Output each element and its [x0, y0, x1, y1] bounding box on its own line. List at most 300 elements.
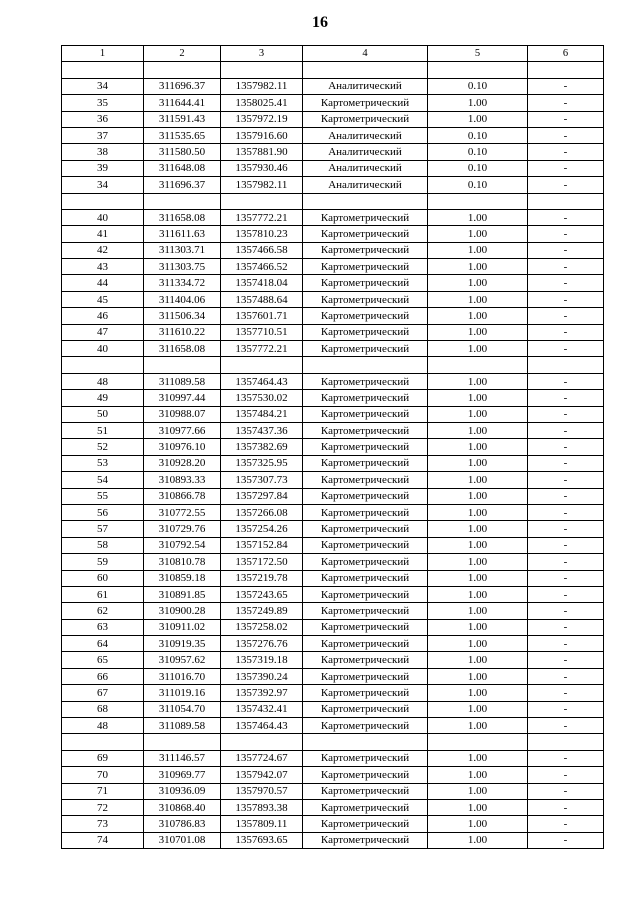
table-cell: [528, 62, 604, 78]
table-cell: 1.00: [428, 406, 528, 422]
table-cell: 310729.76: [144, 521, 221, 537]
table-cell: 310772.55: [144, 504, 221, 520]
table-row: [62, 308, 604, 324]
table-row: [62, 799, 604, 815]
table-row: [62, 160, 604, 176]
table-cell: 74: [62, 832, 144, 848]
table-row: [62, 62, 604, 78]
table-cell: 1.00: [428, 472, 528, 488]
table-cell: 1357693.65: [221, 832, 303, 848]
column-header: 1: [62, 46, 144, 62]
table-row: [62, 734, 604, 750]
table-cell: 1.00: [428, 816, 528, 832]
table-cell: Картометрический: [303, 586, 428, 602]
table-cell: 1.00: [428, 685, 528, 701]
table-cell: 1357724.67: [221, 750, 303, 766]
table-cell: Аналитический: [303, 127, 428, 143]
table-cell: 310893.33: [144, 472, 221, 488]
table-cell: 1357254.26: [221, 521, 303, 537]
table-cell: 1357266.08: [221, 504, 303, 520]
table-cell: -: [528, 619, 604, 635]
table-cell: 72: [62, 799, 144, 815]
table-cell: -: [528, 701, 604, 717]
table-cell: -: [528, 636, 604, 652]
table-cell: Картометрический: [303, 603, 428, 619]
table-cell: 1.00: [428, 259, 528, 275]
table-cell: Картометрический: [303, 521, 428, 537]
table-cell: [428, 193, 528, 209]
table-cell: Картометрический: [303, 652, 428, 668]
table-cell: [303, 193, 428, 209]
table-cell: 1357464.43: [221, 373, 303, 389]
table-row: [62, 783, 604, 799]
table-cell: 1357243.65: [221, 586, 303, 602]
table-row: [62, 259, 604, 275]
table-cell: 0.10: [428, 144, 528, 160]
table-cell: -: [528, 718, 604, 734]
table-cell: 1357972.19: [221, 111, 303, 127]
table-row: [62, 767, 604, 783]
table-cell: Картометрический: [303, 422, 428, 438]
table-cell: 311334.72: [144, 275, 221, 291]
table-cell: 61: [62, 586, 144, 602]
table-row: [62, 373, 604, 389]
table-row: [62, 127, 604, 143]
table-cell: [144, 62, 221, 78]
table-row: [62, 291, 604, 307]
table-cell: 310866.78: [144, 488, 221, 504]
table-cell: 1357772.21: [221, 209, 303, 225]
table-cell: -: [528, 422, 604, 438]
table-row: [62, 636, 604, 652]
table-cell: 1357484.21: [221, 406, 303, 422]
table-row: [62, 554, 604, 570]
table-cell: 1.00: [428, 324, 528, 340]
page-number: 16: [312, 14, 328, 31]
table-cell: 1357809.11: [221, 816, 303, 832]
table-cell: [428, 62, 528, 78]
table-cell: 311658.08: [144, 209, 221, 225]
table-cell: 310786.83: [144, 816, 221, 832]
table-cell: 1.00: [428, 95, 528, 111]
table-row: [62, 275, 604, 291]
table-cell: 1357893.38: [221, 799, 303, 815]
table-cell: 311535.65: [144, 127, 221, 143]
table-cell: 48: [62, 373, 144, 389]
table-cell: Картометрический: [303, 636, 428, 652]
table-cell: 0.10: [428, 160, 528, 176]
column-header: 3: [221, 46, 303, 62]
column-header: 4: [303, 46, 428, 62]
table-cell: 1.00: [428, 718, 528, 734]
table-cell: 1.00: [428, 537, 528, 553]
table-cell: [62, 62, 144, 78]
table-row: [62, 357, 604, 373]
table-cell: 1357249.89: [221, 603, 303, 619]
table-cell: Картометрический: [303, 619, 428, 635]
table-cell: 310988.07: [144, 406, 221, 422]
table-cell: 311696.37: [144, 177, 221, 193]
table-cell: -: [528, 668, 604, 684]
table-row: [62, 324, 604, 340]
table-row: [62, 209, 604, 225]
table-cell: 311648.08: [144, 160, 221, 176]
table-cell: 310977.66: [144, 422, 221, 438]
table-cell: 40: [62, 341, 144, 357]
table-cell: [62, 734, 144, 750]
table-row: [62, 570, 604, 586]
table-cell: 57: [62, 521, 144, 537]
table-cell: -: [528, 324, 604, 340]
table-cell: 1357390.24: [221, 668, 303, 684]
table-cell: Картометрический: [303, 111, 428, 127]
table-cell: 41: [62, 226, 144, 242]
table-cell: 1.00: [428, 373, 528, 389]
table-cell: 1357297.84: [221, 488, 303, 504]
table-cell: [303, 62, 428, 78]
table-cell: Картометрический: [303, 767, 428, 783]
table-cell: Картометрический: [303, 242, 428, 258]
table-cell: [221, 193, 303, 209]
table-cell: 310900.28: [144, 603, 221, 619]
table-cell: Картометрический: [303, 685, 428, 701]
table-cell: 310928.20: [144, 455, 221, 471]
table-cell: [221, 734, 303, 750]
table-cell: Аналитический: [303, 78, 428, 94]
table-cell: Картометрический: [303, 832, 428, 848]
table-cell: Картометрический: [303, 455, 428, 471]
table-cell: 1357437.36: [221, 422, 303, 438]
table-cell: -: [528, 832, 604, 848]
table-cell: 1.00: [428, 439, 528, 455]
table-cell: -: [528, 177, 604, 193]
table-cell: 1357942.07: [221, 767, 303, 783]
table-cell: [428, 357, 528, 373]
table-cell: -: [528, 685, 604, 701]
table-cell: Картометрический: [303, 504, 428, 520]
table-cell: 0.10: [428, 177, 528, 193]
table-cell: [528, 357, 604, 373]
table-cell: 1.00: [428, 652, 528, 668]
table-cell: Картометрический: [303, 488, 428, 504]
table-cell: Картометрический: [303, 668, 428, 684]
table-cell: 1.00: [428, 750, 528, 766]
table-cell: [144, 193, 221, 209]
table-cell: -: [528, 341, 604, 357]
table-cell: -: [528, 259, 604, 275]
table-cell: 1357319.18: [221, 652, 303, 668]
table-cell: -: [528, 160, 604, 176]
table-cell: 65: [62, 652, 144, 668]
table-cell: 42: [62, 242, 144, 258]
table-cell: 310997.44: [144, 390, 221, 406]
table-cell: [144, 734, 221, 750]
table-row: [62, 439, 604, 455]
table-cell: -: [528, 652, 604, 668]
table-cell: 1.00: [428, 554, 528, 570]
table-cell: 1357466.52: [221, 259, 303, 275]
table-cell: 48: [62, 718, 144, 734]
table-cell: 1357382.69: [221, 439, 303, 455]
table-cell: 1.00: [428, 341, 528, 357]
table-cell: 1357982.11: [221, 78, 303, 94]
table-cell: 311303.71: [144, 242, 221, 258]
table-cell: Картометрический: [303, 324, 428, 340]
table-row: [62, 422, 604, 438]
table-cell: 62: [62, 603, 144, 619]
table-cell: 1.00: [428, 586, 528, 602]
table-cell: -: [528, 127, 604, 143]
table-cell: 44: [62, 275, 144, 291]
table-cell: -: [528, 406, 604, 422]
table-cell: 310810.78: [144, 554, 221, 570]
table-cell: 36: [62, 111, 144, 127]
table-cell: 311644.41: [144, 95, 221, 111]
table-row: [62, 488, 604, 504]
table-cell: 1.00: [428, 455, 528, 471]
table-cell: 310891.85: [144, 586, 221, 602]
coordinates-table-body: [62, 46, 604, 849]
table-cell: 64: [62, 636, 144, 652]
table-cell: Картометрический: [303, 750, 428, 766]
table-cell: 37: [62, 127, 144, 143]
table-cell: Картометрический: [303, 439, 428, 455]
table-cell: 59: [62, 554, 144, 570]
table-cell: 311591.43: [144, 111, 221, 127]
table-cell: 311506.34: [144, 308, 221, 324]
table-cell: 1.00: [428, 799, 528, 815]
table-row: [62, 816, 604, 832]
table-cell: Картометрический: [303, 226, 428, 242]
table-cell: 0.10: [428, 127, 528, 143]
table-cell: 69: [62, 750, 144, 766]
table-row: [62, 455, 604, 471]
table-cell: 35: [62, 95, 144, 111]
table-cell: 1.00: [428, 636, 528, 652]
table-cell: [303, 357, 428, 373]
table-cell: -: [528, 537, 604, 553]
table-cell: Картометрический: [303, 259, 428, 275]
table-cell: 51: [62, 422, 144, 438]
coordinates-table: [61, 45, 604, 849]
table-cell: 311610.22: [144, 324, 221, 340]
table-cell: Картометрический: [303, 816, 428, 832]
table-cell: 54: [62, 472, 144, 488]
table-cell: [528, 734, 604, 750]
table-cell: -: [528, 521, 604, 537]
table-cell: -: [528, 275, 604, 291]
table-cell: 58: [62, 537, 144, 553]
table-cell: 311089.58: [144, 373, 221, 389]
table-cell: 311611.63: [144, 226, 221, 242]
table-cell: 311019.16: [144, 685, 221, 701]
table-cell: Аналитический: [303, 177, 428, 193]
table-cell: -: [528, 783, 604, 799]
table-cell: 52: [62, 439, 144, 455]
table-cell: -: [528, 586, 604, 602]
table-cell: 1357710.51: [221, 324, 303, 340]
table-row: [62, 78, 604, 94]
table-cell: 1357219.78: [221, 570, 303, 586]
table-row: [62, 95, 604, 111]
table-row: [62, 701, 604, 717]
table-cell: 38: [62, 144, 144, 160]
table-row: [62, 685, 604, 701]
table-cell: 1.00: [428, 308, 528, 324]
table-cell: 71: [62, 783, 144, 799]
table-cell: 1357930.46: [221, 160, 303, 176]
table-cell: -: [528, 373, 604, 389]
table-row: [62, 390, 604, 406]
table-cell: 55: [62, 488, 144, 504]
table-cell: 310976.10: [144, 439, 221, 455]
table-cell: 68: [62, 701, 144, 717]
table-cell: 1357970.57: [221, 783, 303, 799]
table-cell: -: [528, 603, 604, 619]
table-cell: Картометрический: [303, 373, 428, 389]
table-cell: [303, 734, 428, 750]
table-row: [62, 619, 604, 635]
table-cell: [62, 357, 144, 373]
table-cell: 56: [62, 504, 144, 520]
table-cell: 1357916.60: [221, 127, 303, 143]
table-cell: -: [528, 816, 604, 832]
table-cell: Картометрический: [303, 554, 428, 570]
table-cell: 50: [62, 406, 144, 422]
table-cell: -: [528, 504, 604, 520]
table-cell: 67: [62, 685, 144, 701]
table-cell: -: [528, 144, 604, 160]
table-cell: -: [528, 111, 604, 127]
table-cell: Картометрический: [303, 472, 428, 488]
table-cell: 1.00: [428, 668, 528, 684]
table-cell: [221, 62, 303, 78]
table-cell: 310701.08: [144, 832, 221, 848]
table-cell: 1.00: [428, 422, 528, 438]
column-header: 2: [144, 46, 221, 62]
table-cell: Картометрический: [303, 783, 428, 799]
table-row: [62, 341, 604, 357]
table-cell: 311696.37: [144, 78, 221, 94]
table-cell: [62, 193, 144, 209]
table-cell: 311089.58: [144, 718, 221, 734]
table-cell: -: [528, 767, 604, 783]
table-row: [62, 177, 604, 193]
table-cell: -: [528, 226, 604, 242]
table-cell: 1.00: [428, 767, 528, 783]
table-cell: -: [528, 554, 604, 570]
table-row: [62, 652, 604, 668]
table-row: [62, 603, 604, 619]
column-header: 6: [528, 46, 604, 62]
table-cell: -: [528, 78, 604, 94]
table-cell: Картометрический: [303, 209, 428, 225]
table-cell: Картометрический: [303, 718, 428, 734]
table-cell: 1.00: [428, 291, 528, 307]
table-cell: 1357276.76: [221, 636, 303, 652]
table-cell: 1.00: [428, 111, 528, 127]
table-row: [62, 111, 604, 127]
table-cell: [221, 357, 303, 373]
table-cell: 310957.62: [144, 652, 221, 668]
table-cell: 1.00: [428, 832, 528, 848]
table-cell: 310859.18: [144, 570, 221, 586]
table-cell: 1357152.84: [221, 537, 303, 553]
table-header-row: [62, 46, 604, 62]
table-cell: 1.00: [428, 570, 528, 586]
table-cell: 49: [62, 390, 144, 406]
table-cell: 311146.57: [144, 750, 221, 766]
table-cell: [528, 193, 604, 209]
table-cell: 1.00: [428, 783, 528, 799]
table-cell: 1.00: [428, 701, 528, 717]
table-cell: 310792.54: [144, 537, 221, 553]
table-cell: 310969.77: [144, 767, 221, 783]
table-row: [62, 144, 604, 160]
table-cell: Картометрический: [303, 95, 428, 111]
table-cell: 310919.35: [144, 636, 221, 652]
table-cell: Картометрический: [303, 308, 428, 324]
table-cell: 1357881.90: [221, 144, 303, 160]
table-cell: 66: [62, 668, 144, 684]
table-cell: -: [528, 750, 604, 766]
table-cell: Картометрический: [303, 799, 428, 815]
table-cell: 53: [62, 455, 144, 471]
table-cell: 1357810.23: [221, 226, 303, 242]
table-cell: -: [528, 439, 604, 455]
table-cell: 1358025.41: [221, 95, 303, 111]
table-cell: -: [528, 291, 604, 307]
table-cell: 311054.70: [144, 701, 221, 717]
table-cell: -: [528, 799, 604, 815]
table-row: [62, 750, 604, 766]
table-cell: 311404.06: [144, 291, 221, 307]
table-cell: 311580.50: [144, 144, 221, 160]
table-cell: 311016.70: [144, 668, 221, 684]
table-cell: Картометрический: [303, 406, 428, 422]
table-cell: 1357432.41: [221, 701, 303, 717]
table-cell: 1.00: [428, 242, 528, 258]
table-cell: 1357466.58: [221, 242, 303, 258]
table-cell: Картометрический: [303, 570, 428, 586]
table-row: [62, 521, 604, 537]
table-cell: 1.00: [428, 603, 528, 619]
table-cell: -: [528, 95, 604, 111]
table-cell: -: [528, 488, 604, 504]
table-row: [62, 718, 604, 734]
table-row: [62, 504, 604, 520]
table-cell: 60: [62, 570, 144, 586]
table-cell: -: [528, 570, 604, 586]
table-cell: Картометрический: [303, 275, 428, 291]
table-cell: -: [528, 308, 604, 324]
table-row: [62, 242, 604, 258]
table-cell: 47: [62, 324, 144, 340]
table-cell: 1.00: [428, 504, 528, 520]
table-cell: 1.00: [428, 488, 528, 504]
table-cell: Картометрический: [303, 537, 428, 553]
table-cell: 45: [62, 291, 144, 307]
table-cell: 1357530.02: [221, 390, 303, 406]
table-cell: -: [528, 390, 604, 406]
table-cell: 1357392.97: [221, 685, 303, 701]
table-cell: 1357601.71: [221, 308, 303, 324]
table-cell: 1.00: [428, 390, 528, 406]
table-row: [62, 832, 604, 848]
table-cell: 1357982.11: [221, 177, 303, 193]
table-cell: 1357418.04: [221, 275, 303, 291]
table-cell: Аналитический: [303, 144, 428, 160]
